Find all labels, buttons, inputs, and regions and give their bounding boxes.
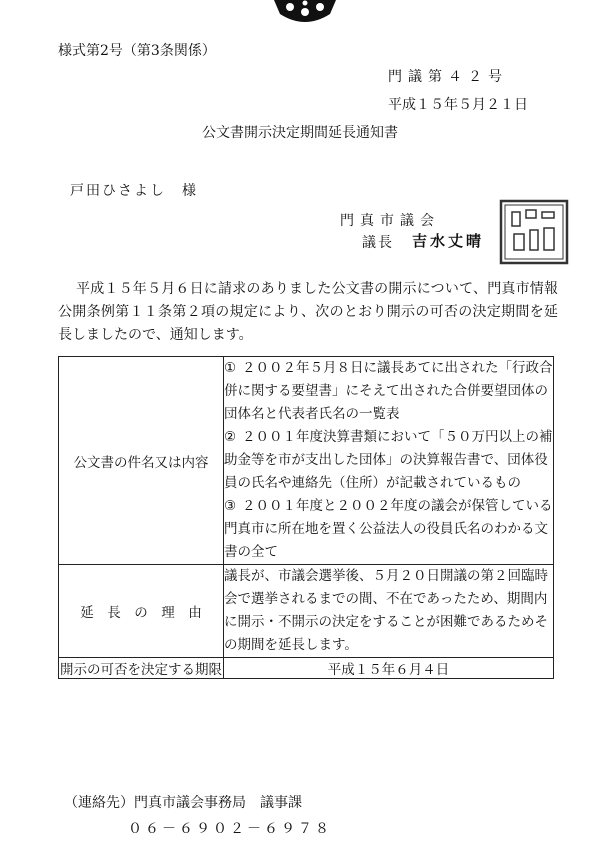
subject-item-number: ② xyxy=(224,429,237,445)
notice-body-text: 平成１５年５月６日に請求のありました公文書の開示について、門真市情報公開条例第１１条第２項の規定により、次のとおり開示の可否の決定期間を延長しましたので、通知します。 xyxy=(58,281,558,343)
subject-item xyxy=(224,357,553,426)
document-title: 公文書開示決定期間延長通知書 xyxy=(202,125,398,141)
subject-item-number: ③ xyxy=(224,498,237,514)
reason-content: 議長が、市議会選挙後、５月２０日開議の第２回臨時会で選挙されるまでの間、不在であったため、期間内に開示・不開示の決定をすることが困難であるためその期間を延長します。 xyxy=(224,565,554,658)
subject-row xyxy=(59,357,554,565)
official-seal-stamp xyxy=(498,198,570,266)
reason-label: 延 長 の 理 由 xyxy=(59,565,224,658)
subject-item xyxy=(224,426,553,495)
subject-item-text: ２００２年５月８日に議長あてに出された「行政合併に関する要望書」にそえて出された合併要望団体の団体名と代表者氏名の一覧表 xyxy=(224,360,553,422)
contact-label: （連絡先）門真市議会事務局 議事課 xyxy=(64,795,302,811)
subject-item-number: ① xyxy=(224,360,237,376)
extension-details-table xyxy=(58,356,554,679)
recipient-name: 戸田ひさよし 様 xyxy=(70,183,198,199)
subject-item-text: ２００１年度と２００２年度の議会が保管している門真市に所在地を置く公益法人の役員氏名のわかる文書の全て xyxy=(224,498,553,560)
deadline-row xyxy=(59,658,554,679)
document-number: 門議第４２号 xyxy=(388,69,508,85)
deadline-label: 開示の可否を決定する期限 xyxy=(59,658,224,679)
document-date: 平成１５年５月２１日 xyxy=(388,97,528,113)
city-emblem-logo xyxy=(270,0,340,28)
form-label: 様式第2号（第3条関係） xyxy=(58,43,216,59)
contact-phone: ０６－６９０２－６９７８ xyxy=(128,821,332,837)
subject-item xyxy=(224,495,553,564)
sender-role: 議長 xyxy=(362,235,394,251)
sender-organization: 門真市議会 xyxy=(340,213,440,229)
sender-name: 吉水丈晴 xyxy=(412,232,485,250)
deadline-value: 平成１５年６月４日 xyxy=(224,658,554,679)
subject-item-text: ２００１年度決算書類において「５０万円以上の補助金等を市が支出した団体」の決算報告書で、団体役員の氏名や連絡先（住所）が記載されているもの xyxy=(224,429,553,491)
subject-content xyxy=(224,357,554,565)
reason-row xyxy=(59,565,554,658)
subject-label: 公文書の件名又は内容 xyxy=(59,357,224,565)
